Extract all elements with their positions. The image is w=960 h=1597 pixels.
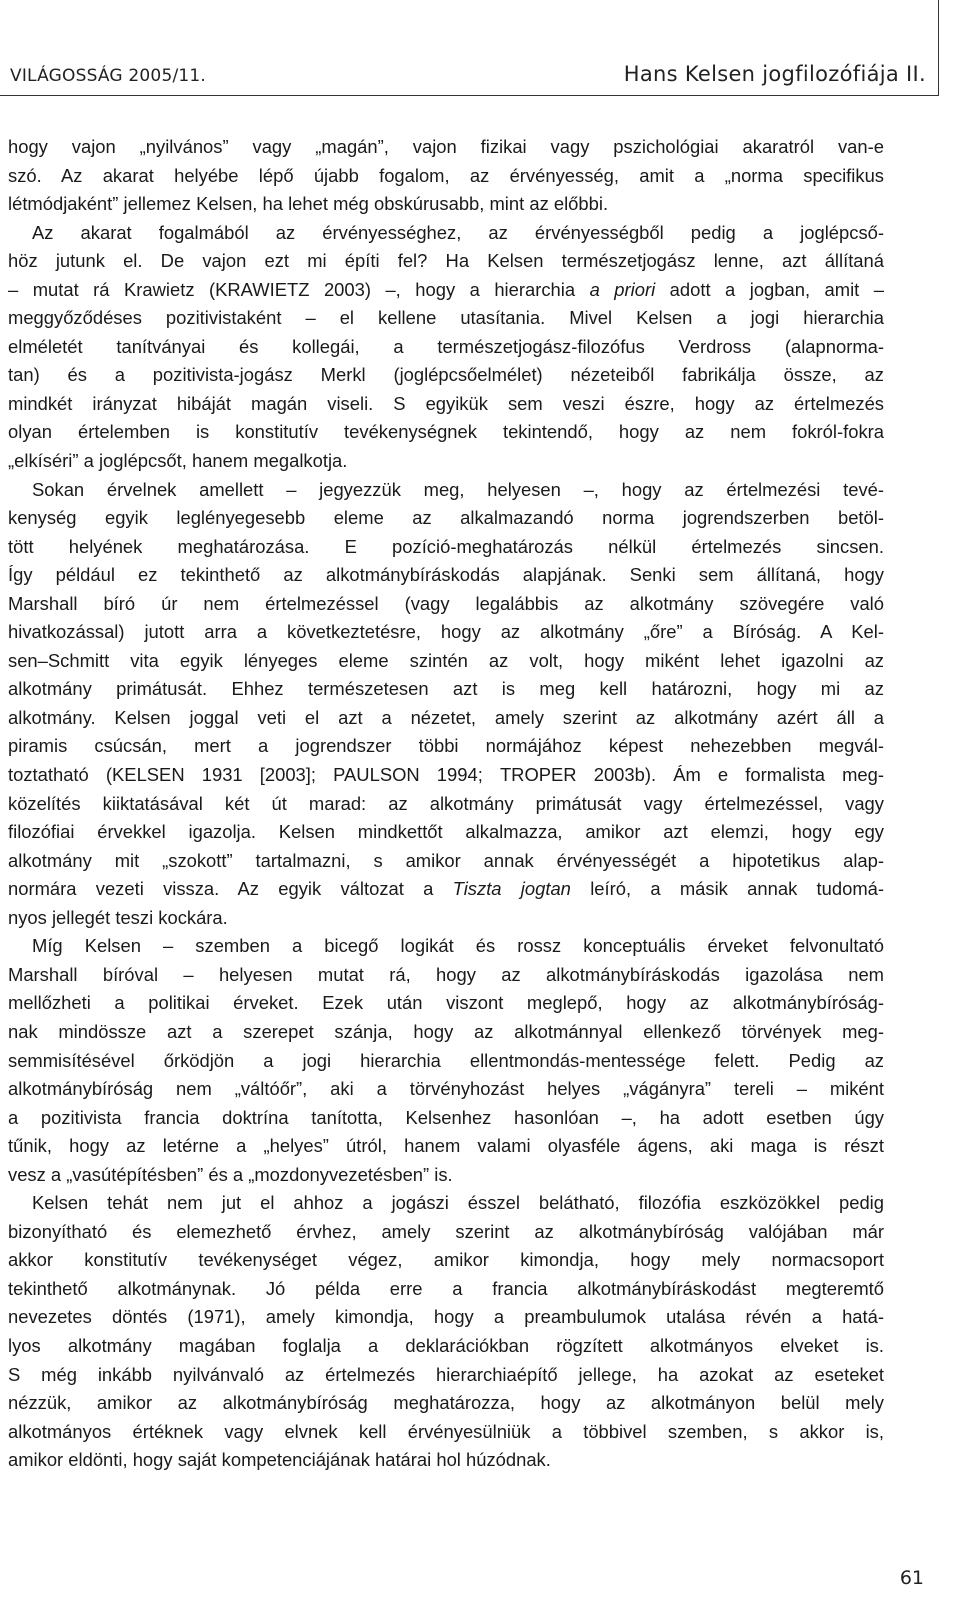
text-line: Míg Kelsen – szemben a bicegő logikát és rossz konceptuális érveket felvonultató <box>32 935 884 957</box>
text-line: nevezetes döntés (1971), amely kimondja, hogy a preambulumok utalása révén a hatá- <box>8 1306 884 1328</box>
text-line: Így például ez tekinthető az alkotmánybíráskodás alapjának. Senki sem állítaná, hogy <box>8 564 884 586</box>
text-line: sen–Schmitt vita egyik lényeges eleme szintén az volt, hogy miként lehet igazolni az <box>8 649 884 671</box>
text-line: amikor eldönti, hogy saját kompetenciájának határai hol húzódnak. <box>8 1449 551 1471</box>
text-line: közelítés kiiktatásával két út marad: az alkotmány primátusát vagy értelmezéssel, vagy <box>8 792 884 814</box>
text-fragment: 2003b). Ám e formalista meg- <box>576 764 885 786</box>
text-line: bizonyítható és elemezhető érvhez, amely szerint az alkotmánybíróság valójában már <box>8 1220 884 1242</box>
text-line: létmódjaként” jellemez Kelsen, ha lehet még obskúrusabb, mint az előbbi. <box>8 193 609 215</box>
text-fragment: leíró, a másik annak tudomá- <box>570 878 885 900</box>
text-line: meggyőződéses pozitivistaként – el kellene utasítania. Mivel Kelsen a jogi hierarchia <box>8 307 884 329</box>
text-line: semmisítésével őrködjön a jogi hierarchia ellentmondás-mentessége felett. Pedig az <box>8 1049 884 1071</box>
text-line: nak mindössze azt a szerepet szánja, hogy az alkotmánnyal ellenkező törvények meg- <box>8 1020 884 1042</box>
text-line: olyan értelemben is konstitutív tevékenységnek tekintendő, hogy az nem fokról-fokra <box>8 421 884 443</box>
text-line: tött helyének meghatározása. E pozíció-meghatározás nélkül értelmezés sincsen. <box>8 535 884 557</box>
text-line: kenység egyik leglényegesebb eleme az alkalmazandó norma jogrendszerben betöl- <box>8 507 884 529</box>
text-line: tan) és a pozitivista-jogász Merkl (joglépcsőelmélet) nézeteiből fabrikálja össze, az <box>8 364 884 386</box>
text-line: Kelsen tehát nem jut el ahhoz a jogászi ésszel belátható, filozófia eszközökkel pedig <box>32 1192 884 1214</box>
text-line <box>8 761 884 790</box>
text-line: hogy vajon „nyilvános” vagy „magán”, vajon fizikai vagy pszichológiai akaratról van-e <box>8 136 884 157</box>
text-line: tekinthető alkotmánynak. Jó példa erre a francia alkotmánybíráskodást megteremtő <box>8 1277 884 1299</box>
text-line: alkotmány mit „szokott” tartalmazni, s amikor annak érvényességét a hipotetikus alap- <box>8 849 884 871</box>
citation-author: KELSEN <box>112 764 185 786</box>
text-line: S még inkább nyilvánvaló az értelmezés hierarchiaépítő jellege, ha azokat az eseteket <box>8 1363 884 1385</box>
text-line: a pozitivista francia doktrína tanította, Kelsenhez hasonlóan –, ha adott esetben úgy <box>8 1106 884 1128</box>
text-line: elméletét tanítványai és kollegái, a természetjogász-filozófus Verdross (alapnorma- <box>8 335 884 357</box>
text-line: hivatkozással) jutott arra a következtetésre, hogy az alkotmány „őre” a Bíróság. A Kel- <box>8 621 884 643</box>
text-line: filozófiai érvekkel igazolja. Kelsen mindkettőt alkalmazza, amikor azt elemzi, hogy egy <box>8 821 884 843</box>
text-line: alkotmány primátusát. Ehhez természetesen azt is meg kell határozni, hogy mi az <box>8 678 884 700</box>
text-line: Az akarat fogalmából az érvényességhez, az érvényességből pedig a joglépcső- <box>32 221 884 243</box>
text-line: alkotmányos értéknek vagy elvnek kell érvényesülniük a többivel szemben, s akkor is, <box>8 1420 884 1442</box>
text-line: tűnik, hogy az letérne a „helyes” útról, hanem valami olyasféle ágens, aki maga is részt <box>8 1135 884 1157</box>
citation-author: TROPER <box>499 764 577 786</box>
text-line: nézzük, amikor az alkotmánybíróság meghatározza, hogy az alkotmányon belül mely <box>8 1392 884 1414</box>
text-fragment: 1994; <box>419 764 500 786</box>
text-line: alkotmány. Kelsen joggal veti el azt a nézetet, amely szerint az alkotmány azért áll a <box>8 706 884 728</box>
page-number: 61 <box>899 1567 924 1589</box>
text-fragment: toztatható ( <box>8 764 113 786</box>
text-line: „elkíséri” a joglépcsőt, hanem megalkotja. <box>8 450 348 472</box>
text-line: mindkét irányzat hibáját magán viseli. S egyikük sem veszi észre, hogy az értelmezés <box>8 392 884 414</box>
text-line: vesz a „vasútépítésben” és a „mozdonyvezetésben” is. <box>8 1163 453 1185</box>
italic-title: Tiszta jogtan <box>452 878 571 900</box>
text-line: nyos jellegét teszi kockára. <box>8 906 228 928</box>
text-line: alkotmánybíróság nem „váltóőr”, aki a törvényhozást helyes „vágányra” tereli – miként <box>8 1078 884 1100</box>
article-title-header: Hans Kelsen jogfilozófiája II. <box>623 62 926 86</box>
citation-author: PAULSON <box>333 764 420 786</box>
text-fragment: normára vezeti vissza. Az egyik változat a <box>8 878 453 900</box>
text-line: höz jutunk el. De vajon ezt mi építi fel? Ha Kelsen természetjogász lenne, azt állítaná <box>8 250 884 272</box>
text-line: piramis csúcsán, mert a jogrendszer többi normájához képest nehezebben megvál- <box>8 735 884 757</box>
text-line: lyos alkotmány magában foglalja a deklarációkban rögzített alkotmányos elveket is. <box>8 1334 884 1356</box>
text-line: Marshall bíróval – helyesen mutat rá, hogy az alkotmánybíráskodás igazolása nem <box>8 963 884 985</box>
citation-author: KRAWIETZ <box>215 278 310 300</box>
text-fragment: 1931 [2003]; <box>184 764 334 786</box>
text-line: mellőzheti a politikai érveket. Ezek után viszont meglepő, hogy az alkotmánybíróság- <box>8 992 884 1014</box>
text-line <box>8 276 884 305</box>
text-line: akkor konstitutív tevékenységet végez, amikor kimondja, hogy mely normacsoport <box>8 1249 884 1271</box>
text-fragment: adott a jogban, amit – <box>655 278 884 300</box>
journal-header: VILÁGOSSÁG 2005/11. <box>10 66 207 86</box>
text-line: Sokan érvelnek amellett – jegyezzük meg, helyesen –, hogy az értelmezési tevé- <box>32 478 884 500</box>
text-fragment: – mutat rá Krawietz ( <box>8 278 216 300</box>
text-line: Marshall bíró úr nem értelmezéssel (vagy legalábbis az alkotmány szövegére való <box>8 592 884 614</box>
text-line <box>8 875 884 904</box>
italic-term: a priori <box>589 278 656 300</box>
text-fragment: 2003) –, hogy a hierarchia <box>309 278 590 300</box>
article-body <box>8 133 884 1475</box>
text-line: szó. Az akarat helyébe lépő újabb fogalom, az érvényesség, amit a „norma specifikus <box>8 164 884 186</box>
